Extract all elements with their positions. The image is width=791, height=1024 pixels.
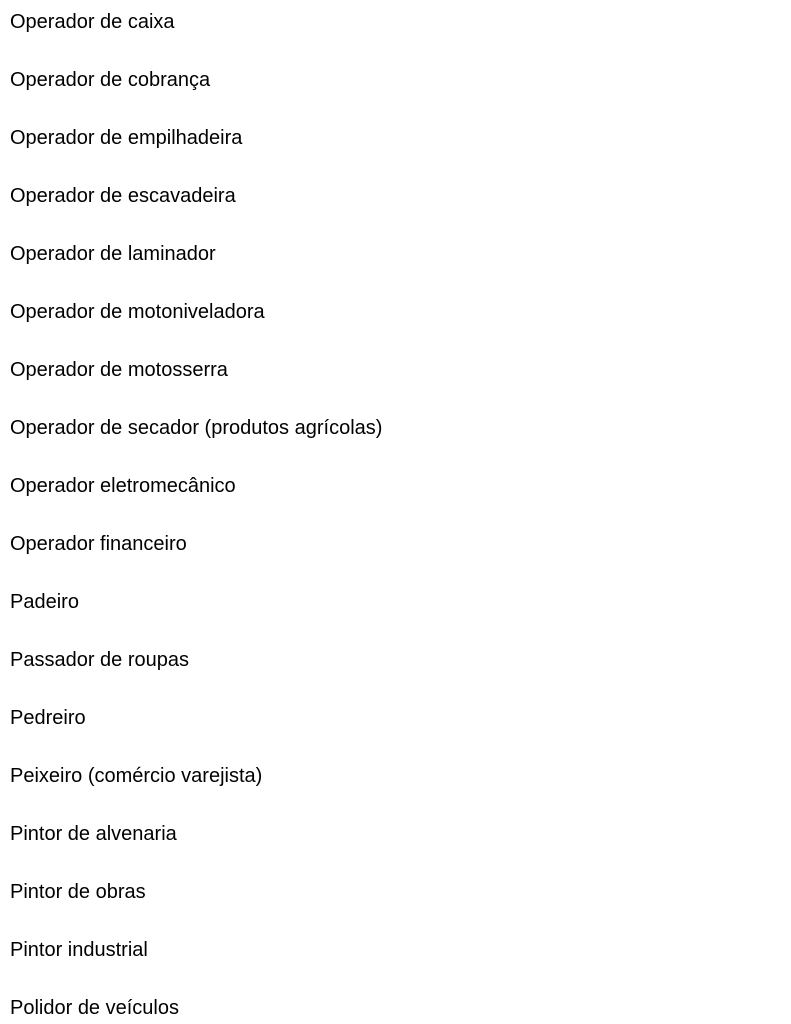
list-item: Pedreiro [10,707,86,729]
list-item: Operador de motosserra [10,359,228,381]
list-item: Passador de roupas [10,649,190,671]
list-item: Operador de empilhadeira [10,127,243,149]
list-item: Operador de caixa [10,11,175,33]
list-item: Operador de secador (produtos agrícolas) [10,417,383,439]
list-item: Pintor de obras [10,881,146,903]
list-item: Operador de laminador [10,243,216,265]
list-item: Polidor de veículos [10,997,179,1019]
list-item: Operador de motoniveladora [10,301,265,323]
list-item: Padeiro [10,591,79,613]
list-item: Operador de cobrança [10,69,211,91]
list-item: Operador eletromecânico [10,475,236,497]
list-item: Pintor industrial [10,939,148,961]
list-item: Operador de escavadeira [10,185,236,207]
list-item: Operador financeiro [10,533,187,555]
list-item: Pintor de alvenaria [10,823,177,845]
list-item: Peixeiro (comércio varejista) [10,765,263,787]
